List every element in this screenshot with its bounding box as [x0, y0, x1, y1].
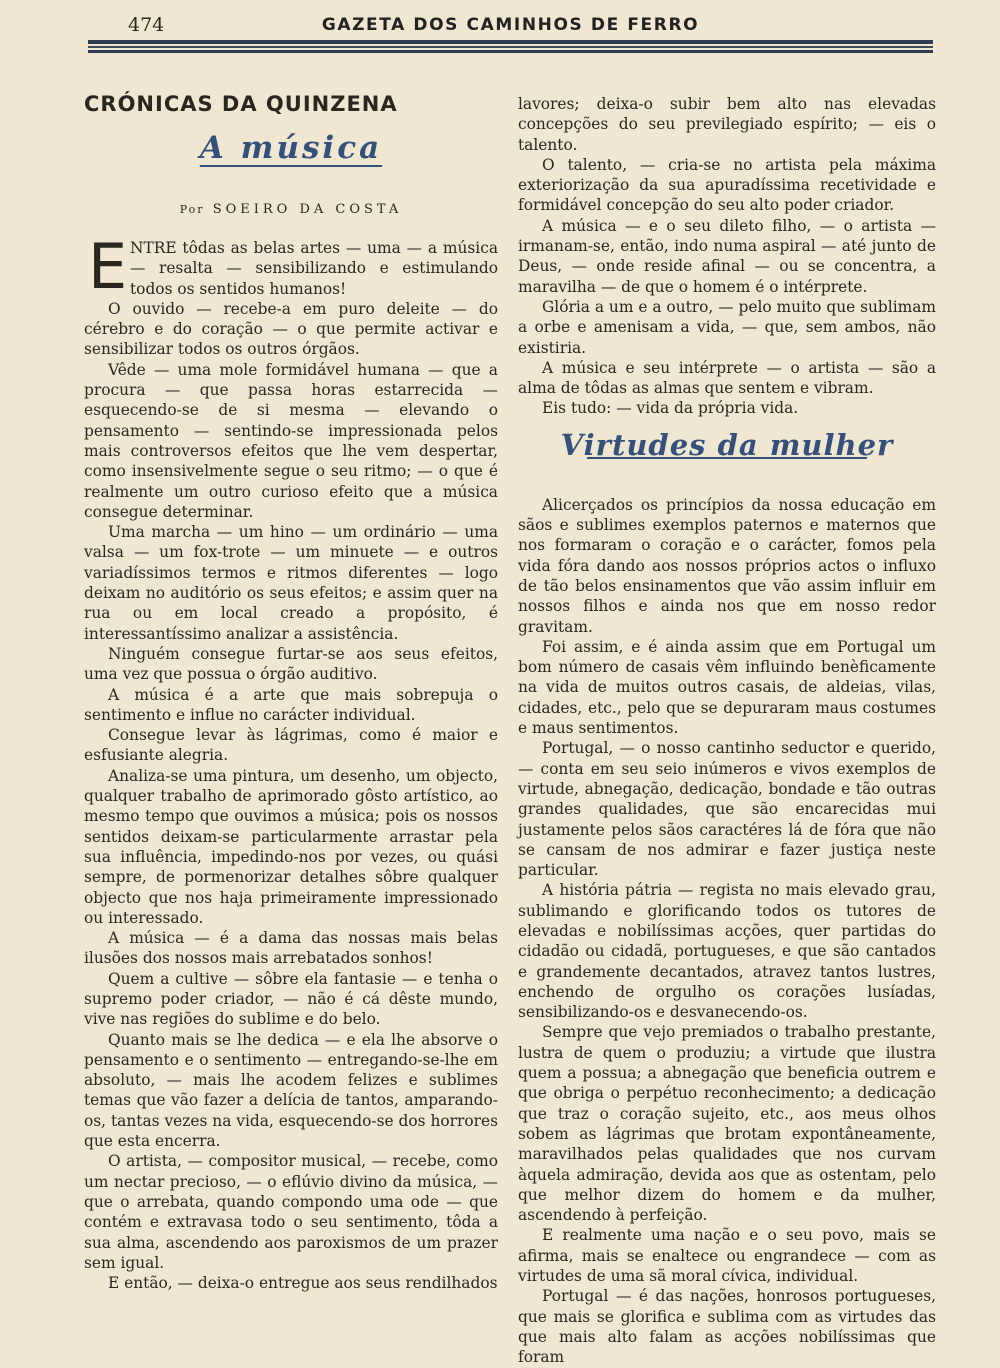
- byline-prefix: Por: [179, 203, 205, 216]
- continuation-paragraph: A música e seu intérprete — o artista — são a alma de tôdas as almas que sentem e vibram.: [518, 358, 936, 398]
- article-title-virtudes: [518, 419, 936, 477]
- paragraph: Consegue levar às lágrimas, como é maior e esfusiante alegria.: [84, 726, 498, 765]
- header-rule: [88, 50, 933, 53]
- header-rule: [88, 46, 933, 48]
- first-paragraph: [84, 230, 498, 303]
- paragraph: Ninguém consegue furtar-se aos seus efeitos, uma vez que possua o órgão auditivo.: [84, 644, 498, 684]
- paragraph: O artista, — compositor musical, — recebe, como um nectar precioso, — o eflúvio divino da música, — que o arrebata, quando compondo uma ode — que contém e extravasa todo o seu sentimento, tôda a sua alma, ascendendo aos paroxismos de um prazer sem igual.: [84, 1152, 498, 1272]
- paragraph: Portugal — é das nações, honrosos portugueses, que mais se glorifica e sublima com as virtudes das que mais alto falam as acções nobilíssimas que foram: [518, 1287, 936, 1367]
- header-rule: [88, 40, 933, 44]
- left-column: [84, 94, 498, 1293]
- right-column: [518, 94, 936, 1368]
- paragraph: Uma marcha — um hino — um ordinário — uma valsa — um fox-trote — um minuete — e outros variadíssimos termos e ritmos diferentes — logo deixam no auditório os seus efeitos; e assim quer na rua ou em local creado a propósito, é interessantíssimo analizar a assistência.: [84, 523, 498, 643]
- paragraph: Foi assim, e é ainda assim que em Portugal um bom número de casais vêm influindo benèficamente na vida de muitos outros casais, de aldeias, vilas, cidades, etc., pelo que se depuraram maus costumes e maus sentimentos.: [518, 637, 936, 738]
- byline-author: SOEIRO DA COSTA: [212, 202, 403, 217]
- page-header: [88, 12, 933, 38]
- paragraph: A história pátria — regista no mais elevado grau, sublimando e glorificando todos os tutores de elevadas e nobilíssimas acções, quer partidas do cidadão ou cidadã, portugueses, e que são cantados e grandemente decantados, atravez tantos lustres, enchendo de orgulho os corações lusíadas, sensibilizando-os e desvanecendo-os.: [518, 881, 936, 1022]
- paragraph: Analiza-se uma pintura, um desenho, um objecto, qualquer trabalho de aprimorado gôsto artístico, ao mesmo tempo que ouvimos a música; pois os nossos sentidos deixam-se particularmente arrastar pela sua influência, impedindo-nos por vezes, ou quási sempre, de pormenorizar detalhes sôbre qualquer objecto que nos haja primeiramente impressionado ou interessado.: [84, 766, 498, 927]
- drop-cap: E: [88, 230, 128, 303]
- paragraph: A música — é a dama das nossas mais belas ilusões dos nossos mais arrebatados sonhos!: [84, 929, 498, 968]
- paragraph: Portugal, — o nosso cantinho seductor e querido, — conta em seu seio inúmeros e vivos exemplos de virtude, abnegação, dedicação, bondade e tão outras grandes qualidades, que são encarecidas mui justamente pelos sãos caractéres lá de fóra que não se cansam de nos admirar e fazer justiça neste particular.: [518, 739, 936, 880]
- section-title: CRÓNICAS DA QUINZENA: [84, 92, 398, 116]
- article-title-virtudes-text: Virtudes da mulher: [560, 427, 894, 462]
- paragraph: A música é a arte que mais sobrepuja o sentimento e influe no carácter individual.: [84, 685, 498, 724]
- article-title-musica: A música: [199, 130, 383, 166]
- paragraph: O ouvido — recebe-a em puro deleite — do cérebro e do coração — o que permite activar e sensibilizar todos os outros órgãos.: [84, 299, 498, 359]
- paragraph: Alicerçados os princípios da nossa educação em sãos e sublimes exemplos paternos e maternos que nos formaram o coração e o carácter, fomos pela vida fóra dando aos nossos próprios actos o influxo de tão belos ensinamentos que vão assim influir em nossos filhos e ainda nos que em nosso redor gravitam.: [518, 495, 936, 636]
- continuation-paragraph: Glória a um e a outro, — pelo muito que sublimam a orbe e amenisam a vida, — que, sem ambos, não existiria.: [518, 297, 936, 357]
- paragraph: Sempre que vejo premiados o trabalho prestante, lustra de quem o produziu; a virtude que ilustra quem a possua; a abnegação que beneficia outrem e que obriga o perpétuo reconhecimento; a dedicação que traz o coração sujeito, etc., aos meus olhos sobem as lágrimas que brotam expontâneamente, maravilhados pelas qualidades que nos curvam àquela admiração, devida aos que as ostentam, pelo que melhor dizem do homem e da mulher, ascendendo à perfeição.: [518, 1023, 936, 1225]
- continuation-paragraph: A música — e o seu dileto filho, — o artista — irmanam-se, então, indo numa aspiral — até junto de Deus, — onde reside afinal — ou se concentra, a maravilha — de que o homem é o intérprete.: [518, 216, 936, 296]
- continuation-paragraph: lavores; deixa-o subir bem alto nas elevadas concepções do seu previlegiado espírito; — eis o talento.: [518, 95, 936, 154]
- first-paragraph-text: NTRE tôdas as belas artes — uma — a música — resalta — sensibilizando e estimulando todos os sentidos humanos!: [130, 239, 498, 298]
- header-rules: [88, 40, 933, 55]
- paragraph: Vêde — uma mole formidável humana — que a procura — que passa horas estarrecida — esquecendo-se de si mesma — elevando o pensamento — sentindo-se impressionada pelos mais controversos efeitos que lhe vem despertar, como insensivelmente segue o seu ritmo; — o que é realmente um outro curioso efeito que a música consegue determinar.: [84, 360, 498, 521]
- paragraph: E então, — deixa-o entregue aos seus rendilhados: [108, 1274, 498, 1293]
- continuation-paragraph: Eis tudo: — vida da própria vida.: [542, 399, 799, 418]
- paragraph: Quem a cultive — sôbre ela fantasie — e tenha o supremo poder criador, — não é cá dêste mundo, vive nas regiões do sublime e do belo.: [84, 969, 498, 1029]
- page-number: 474: [128, 14, 165, 36]
- byline: [84, 190, 498, 224]
- continuation-paragraph: O talento, — cria-se no artista pela máxima exteriorização da sua apuradíssima recetividade e formidável concepção do seu alto poder criador.: [518, 155, 936, 215]
- paragraph: E realmente uma nação e o seu povo, mais se afirma, mais se enaltece ou engrandece — com as virtudes de uma sã moral cívica, individual.: [518, 1226, 936, 1286]
- journal-title: GAZETA DOS CAMINHOS DE FERRO: [321, 15, 700, 35]
- paragraph: Quanto mais se lhe dedica — e ela lhe absorve o pensamento e o sentimento — entregando-se-lhe em absoluto, — mais lhe acodem felizes e sublimes temas que vão fazer a delícia de tantos, amparando-os, tantas vezes na vida, esquecendo-se dos horrores que esta encerra.: [84, 1030, 498, 1151]
